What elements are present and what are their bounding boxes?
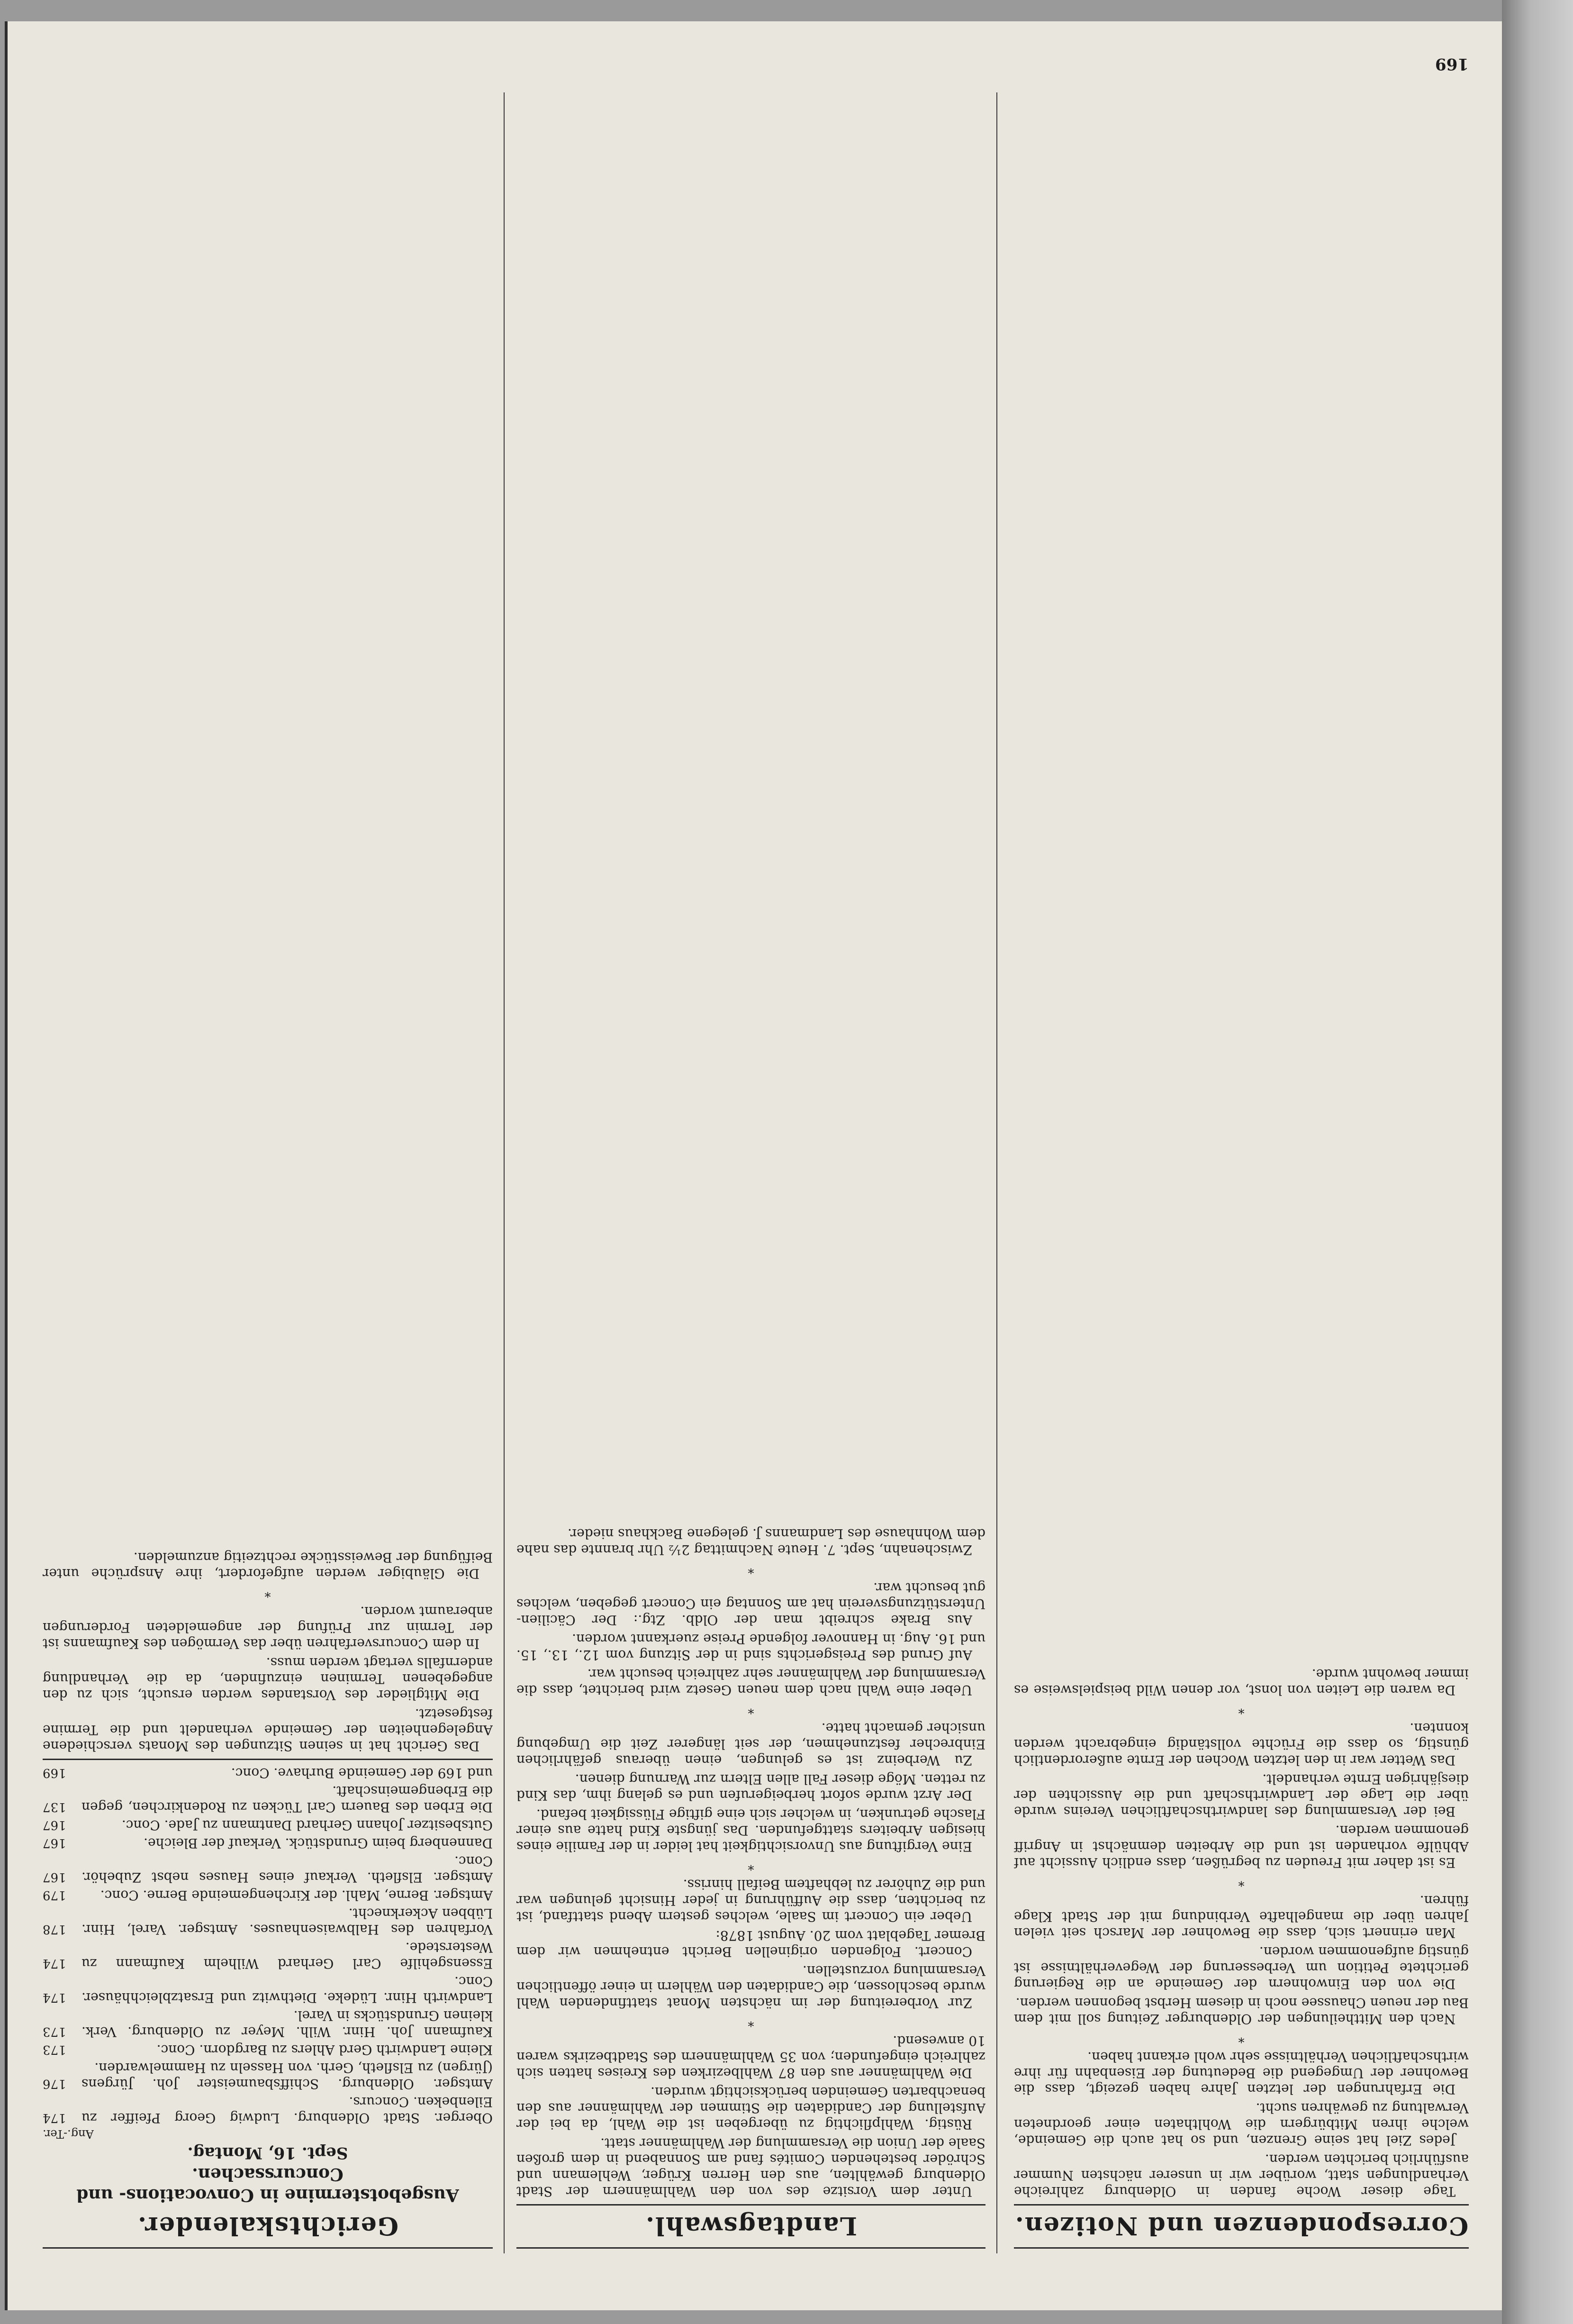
- correspondence-column: [1014, 92, 1469, 2253]
- scanner-edge: [1502, 0, 1573, 2324]
- court-entry: [43, 1887, 493, 1903]
- court-entry-number: 173: [43, 2043, 66, 2057]
- court-entry-text: Amtsger. Elsfleth. Verkauf eines Hauses nebst Zubehör. Conc.: [81, 1853, 493, 1885]
- court-entry-number: 173: [43, 2024, 66, 2039]
- court-entry-text: Essensgehilfe Carl Gerhard Wilhelm Kaufmann zu Westerstede.: [81, 1940, 493, 1971]
- correspondence-heading: Correspondenzen und Notizen.: [1014, 2211, 1469, 2240]
- court-entry-number: 167: [43, 1836, 66, 1850]
- court-entry-text: Gutsbesitzer Johann Gerhard Dantmann zu Jade. Conc.: [121, 1817, 493, 1833]
- correspondence-paragraphs: [1014, 1666, 1469, 2199]
- court-entry-text: Oberger. Stadt Oldenburg. Ludwig Georg Pfeiffer zu Eilenbeken. Concurs.: [81, 2094, 493, 2126]
- court-date-line: Sept. 16, Montag.: [187, 2143, 348, 2162]
- court-entry-text: Amtsger. Berne, Mahl. der Kirchengemeinde Berne. Conc.: [100, 1888, 493, 1903]
- court-entry-text: und 169 der Gemeinde Burhave. Conc.: [231, 1765, 493, 1781]
- correspondence-paragraph: Nach den Mittheilungen der Oldenburger Zeitung soll mit dem Bau der neuen Chaussee noch in diesem Herbst begonnen werden.: [1014, 1995, 1469, 2027]
- correspondence-paragraph: Tage dieser Woche fanden in Oldenburg zahlreiche Verhandlungen statt, worüber wir in unserer nächsten Nummer ausführlich berichten werden.: [1014, 2152, 1469, 2199]
- court-entry-number: 174: [43, 1956, 66, 1970]
- section-separator: *: [748, 2015, 754, 2029]
- section-separator: *: [1238, 1874, 1245, 1888]
- correspondence-paragraph: Da waren die Leiten von lonst, vor denen Wild beispielsweise es immer bewohnt wurde.: [1014, 1666, 1469, 1698]
- court-entry: [43, 1939, 493, 1971]
- divider: [516, 2247, 985, 2249]
- correspondence-paragraph: Man erinnert sich, dass die Bewohner der Marsch seit vielen Jahren über die mangelhafte Verbindung mit der Stadt Klage führen.: [1014, 1893, 1469, 1941]
- section-separator: *: [1238, 2031, 1245, 2045]
- date-column-label: Ang.-Ter.: [43, 2127, 94, 2141]
- column-rule: [996, 92, 997, 2253]
- section-separator: *: [748, 1561, 754, 1576]
- court-notice-paragraph: In dem Concursverfahren über das Vermögen des Kaufmanns ist der Termin zur Prüfung der angemeldeten Forderungen anberaumt worden.: [43, 1604, 493, 1652]
- section-separator: *: [1238, 1702, 1245, 1716]
- landtag-paragraph: Der Arzt wurde sofort herbeigerufen und es gelang ihm, das Kind zu retten. Möge dieser Fall allen Eltern zur Warnung dienen.: [516, 1771, 985, 1803]
- column-rule: [504, 92, 505, 2253]
- court-entry: [43, 1905, 493, 1937]
- court-entry-number: 167: [43, 1818, 66, 1832]
- landtag-paragraph: Concert. Folgenden originellen Bericht entnehmen wir dem Bremer Tageblatt vom 20. August 1878:: [516, 1928, 985, 1960]
- court-calendar-column: [43, 92, 493, 2253]
- court-entry: [43, 2042, 493, 2058]
- section-separator: *: [264, 1585, 271, 1599]
- correspondence-paragraph: Es ist daher mit Freuden zu begrüßen, dass endlich Aussicht auf Abhülfe vorhanden ist und die Arbeiten demnächst in Angriff genommen werden.: [1014, 1823, 1469, 1870]
- landtag-paragraph: Unter dem Vorsitze des von den Wahlmännern der Stadt Oldenburg gewählten, aus den Herren Krüger, Wehlemann und Schröder bestehenden Comités fand am Sonnabend in dem großen Saale der Union die Versammlung der Wahlmänner statt.: [516, 2135, 985, 2199]
- divider: [516, 2204, 985, 2206]
- landtag-paragraph: Zwischenahn, Sept. 7. Heute Nachmittag 2½ Uhr brannte das nahe dem Wohnhause des Landmanns J. gelegene Backhaus nieder.: [516, 1526, 985, 1558]
- court-entry: [43, 1765, 493, 1781]
- court-entry-text: Kaufmann Joh. Hinr. Wilh. Meyer zu Oldenburg. Verk. kleinen Grundstücks in Varel.: [81, 2008, 493, 2040]
- correspondence-paragraph: Die von den Einwohnern der Gemeinde an die Regierung gerichtete Petition um Verbesserung der Wegeverhältnisse ist günstig aufgenommen worden.: [1014, 1944, 1469, 1992]
- upside-down-print: [5, 21, 1502, 2310]
- landtag-paragraph: Eine Vergiftung aus Unvorsichtigkeit hat leider in der Familie eines hiesigen Arbeiters stattgefunden. Das jüngste Kind hatte aus einer Flasche getrunken, in welcher sich eine giftige Flüssigkeit befand.: [516, 1807, 985, 1854]
- landtag-paragraph: Zur Vorbereitung der im nächsten Monat stattfindenden Wahl wurde beschlossen, die Candidaten den Wählern in einer öffentlichen Versammlung vorzustellen.: [516, 1963, 985, 2011]
- landtag-paragraph: Auf Grund des Preisgerichts sind in der Sitzung vom 12., 13., 15. und 16. Aug. in Hannover folgende Preise zuerkannt worden.: [516, 1631, 985, 1663]
- court-entry-text: Landwirth Hinr. Lüdeke. Diethwitz und Ersatzbleichhäuser. Conc.: [81, 1974, 493, 2006]
- correspondence-paragraph: Das Wetter war in den letzten Wochen der Ernte außerordentlich günstig, so dass die Früchte vollständig eingebracht werden konnten.: [1014, 1720, 1469, 1768]
- court-entry-number: 174: [43, 1990, 66, 2005]
- court-entry: [43, 2007, 493, 2040]
- court-entry: [43, 1783, 493, 1815]
- court-calendar-heading: Gerichtskalender.: [137, 2211, 398, 2240]
- landtag-paragraph: Die Wahlmänner aus den 87 Wahlbezirken des Kreises hatten sich zahlreich eingefunden; von 35 Wahlmännern des Stadtbezirks waren 10 anwesend.: [516, 2033, 985, 2081]
- court-entry-text: Die Erben des Bauern Carl Tücken zu Rodenkirchen, gegen die Erbengemeinschaft.: [81, 1783, 493, 1815]
- correspondence-paragraph: Jedes Ziel hat seine Grenzen, und so hat auch die Gemeinde, welche ihren Mitbürgern die Wohlthaten einer geordneten Verwaltung zu gewähren sucht.: [1014, 2100, 1469, 2148]
- court-entry-number: 176: [43, 2077, 66, 2091]
- landtag-paragraphs: [516, 1525, 985, 2199]
- court-notice-paragraph: Die Gläubiger werden aufgefordert, ihre Ansprüche unter Beifügung der Beweisstücke rechtzeitig anzumelden.: [43, 1550, 493, 1581]
- court-notice-paragraph: Die Mitglieder des Vorstandes werden ersucht, sich zu den angegebenen Terminen einzufinden, da die Verhandlung andernfalls vertagt werden muss.: [43, 1655, 493, 1703]
- court-calendar-subheading: Ausgebotstermine in Convocations- und Concurssachen.: [76, 2164, 459, 2205]
- landtag-paragraph: Aus Brake schreibt man der Oldb. Ztg.: Der Cäcilien-Unterstützungsverein hat am Sonntag ein Concert gegeben, welches gut besucht war.: [516, 1580, 985, 1628]
- newspaper-page: [5, 21, 1502, 2310]
- court-entry: [43, 1973, 493, 2006]
- court-entry: [43, 2060, 493, 2092]
- landtag-paragraph: Rüstig. Wahlpflichtig zu übergeben ist die Wahl, da bei der Aufstellung der Candidaten die Stimmen der Wahlmänner aus den benachbarten Gemeinden berücksichtigt wurden.: [516, 2084, 985, 2132]
- court-entry-number: 174: [43, 2111, 66, 2125]
- court-notice-paragraph: Das Gericht hat in seinen Sitzungen des Monats verschiedene Angelegenheiten der Gemeinde verhandelt und die Termine festgesetzt.: [43, 1706, 493, 1754]
- court-entry-text: Amtsger. Oldenburg. Schiffsbaumeister Joh. Jürgens (Jürgen) zu Elsfleth, Gerh. von Hasseln zu Hammelwarden.: [81, 2060, 493, 2092]
- court-entry-text: Kleine Landwirth Gerd Ahlers zu Bargdorn. Conc.: [156, 2042, 493, 2058]
- court-notices: [43, 1549, 493, 1754]
- court-entry-number: 137: [43, 1800, 66, 1814]
- correspondence-paragraph: Bei der Versammlung des landwirthschaftlichen Vereins wurde über die Lage der Landwirthschaft und die Aussichten der diesjährigen Ernte verhandelt.: [1014, 1771, 1469, 1819]
- court-entry-number: 178: [43, 1922, 66, 1936]
- court-entry: [43, 1853, 493, 1885]
- divider: [43, 2247, 493, 2249]
- landtag-election-heading: Landtagswahl.: [645, 2211, 857, 2240]
- section-separator: *: [748, 1858, 754, 1872]
- court-entry-number: 169: [43, 1766, 66, 1780]
- correspondence-paragraph: Die Erfahrungen der letzten Jahre haben gezeigt, dass die Bewohner der Umgegend die Bedeutung der Eisenbahn für ihre wirthschaftlichen Verhältnisse sehr wohl erkannt haben.: [1014, 2049, 1469, 2097]
- page-number: 169: [1435, 54, 1469, 73]
- court-entry-number: 167: [43, 1870, 66, 1884]
- section-separator: *: [748, 1702, 754, 1716]
- court-entry-number: 179: [43, 1888, 66, 1902]
- court-entry-text: Vorfahren des Halbwaisenhauses. Amtsger. Varel, Hinr. Lübben Ackerknecht.: [81, 1906, 493, 1937]
- divider: [1014, 2247, 1469, 2249]
- court-entry: [43, 2094, 493, 2126]
- landtag-paragraph: Ueber ein Concert im Saale, welches gestern Abend stattfand, ist zu berichten, dass die Aufführung in jeder Hinsicht gelungen war und die Zuhörer zu lebhaftem Beifall hinriss.: [516, 1877, 985, 1925]
- court-entry: [43, 1835, 493, 1851]
- landtag-election-column: [516, 92, 985, 2253]
- court-entry: [43, 1817, 493, 1833]
- divider: [1014, 2204, 1469, 2206]
- landtag-paragraph: Ueber eine Wahl nach dem neuen Gesetz wird berichtet, dass die Versammlung der Wahlmänner sehr zahlreich besucht war.: [516, 1666, 985, 1698]
- divider: [43, 1759, 493, 1760]
- landtag-paragraph: Zu Werbeinz ist es gelungen, einen überaus gefährlichen Einbrecher festzunehmen, der seit längerer Zeit die Umgebung unsicher gemacht hatte.: [516, 1720, 985, 1768]
- court-entry-text: Dannenberg beim Grundstück. Verkauf der Bleiche.: [144, 1835, 493, 1851]
- court-entries-list: [43, 1765, 493, 2126]
